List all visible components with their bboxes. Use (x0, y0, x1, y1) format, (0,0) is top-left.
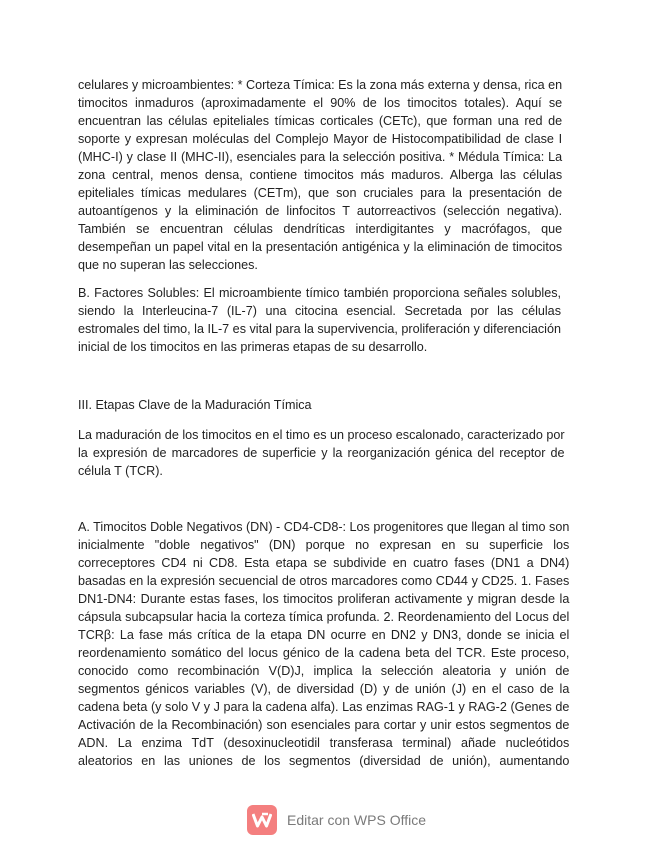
section-heading (78, 396, 312, 414)
text-line: siendo la Interleucina-7 (IL-7) una citocina esencial. Secretada por las células (78, 304, 561, 318)
text-line: timocitos inmaduros (aproximadamente el 90% de los timocitos totales). Aquí se (78, 96, 563, 110)
wps-edit-link[interactable] (247, 805, 426, 835)
text-line: cápsula subcapsular hacia la corteza tímica profunda. 2. Reordenamiento del Locus del (78, 610, 570, 624)
text-line: Activación de la Recombinación) son esenciales para cortar y unir estos segmentos de (78, 718, 570, 732)
text-line: ADN. La enzima TdT (desoxinucleotidil transferasa terminal) añade nucleótidos (78, 736, 570, 750)
text-line: conocido como recombinación V(D)J, implica la selección aleatoria y unión de (78, 664, 570, 678)
text-line: cadena beta (y solo V y J para la cadena alfa). Las enzimas RAG-1 y RAG-2 (Genes de (78, 700, 570, 714)
text-line: encuentran las células epiteliales tímicas corticales (CETc), que forman una red de (78, 114, 563, 128)
text-line: epiteliales tímicas medulares (CETm), que son cruciales para la presentación de (78, 186, 563, 200)
text-line: (MHC-I) y clase II (MHC-II), esenciales para la selección positiva. * Médula Tímica: La (78, 150, 563, 164)
text-line: III. Etapas Clave de la Maduración Tímica (78, 398, 312, 412)
text-line: aleatorios en las uniones de los segmentos (diversidad de unión), aumentando (78, 754, 570, 768)
text-line: B. Factores Solubles: El microambiente tímico también proporciona señales solubles, (78, 286, 561, 300)
paragraph-corteza-medula (78, 76, 562, 274)
text-line: que no superan las selecciones. (78, 258, 258, 272)
text-line: celulares y microambientes: * Corteza Tímica: Es la zona más externa y densa, rica en (78, 78, 563, 92)
paragraph-maduracion-intro (78, 426, 565, 480)
text-line: correceptores CD4 ni CD8. Esta etapa se subdivide en cuatro fases (DN1 a DN4) (78, 556, 570, 570)
text-line: basadas en la expresión secuencial de otros marcadores como CD44 y CD25. 1. Fases (78, 574, 570, 588)
text-line: inicial de los timocitos en las primeras etapas de su desarrollo. (78, 340, 428, 354)
paragraph-doble-negativos (78, 518, 569, 770)
text-line: También se encuentran células dendríticas interdigitantes y macrófagos, que (78, 222, 563, 236)
text-line: autoantígenos y la eliminación de linfocitos T autorreactivos (selección negativa). (78, 204, 563, 218)
text-line: A. Timocitos Doble Negativos (DN) - CD4-CD8-: Los progenitores que llegan al timo son (78, 520, 570, 534)
paragraph-factores-solubles (78, 284, 561, 356)
text-line: la expresión de marcadores de superficie y la reorganización génica del receptor de (78, 446, 565, 460)
text-line: desempeñan un papel vital en la presentación antigénica y la eliminación de timocitos (78, 240, 563, 254)
text-line: soporte y expresan moléculas del Complejo Mayor de Histocompatibilidad de clase I (78, 132, 563, 146)
text-line: segmentos génicos variables (V), de diversidad (D) y de unión (J) en el caso de la (78, 682, 570, 696)
text-line: reordenamiento somático del locus génico de la cadena beta del TCR. Este proceso, (78, 646, 570, 660)
text-line: inicialmente "doble negativos" (DN) porque no expresan en su superficie los (78, 538, 570, 552)
text-line: célula T (TCR). (78, 464, 163, 478)
text-line: zona central, menos densa, contiene timocitos más maduros. Alberga las células (78, 168, 563, 182)
wps-office-logo-icon (247, 805, 277, 835)
text-line: TCRβ: La fase más crítica de la etapa DN ocurre en DN2 y DN3, donde se inicia el (78, 628, 570, 642)
text-line: La maduración de los timocitos en el timo es un proceso escalonado, caracterizado por (78, 428, 565, 442)
wps-edit-label: Editar con WPS Office (287, 812, 427, 828)
text-line: DN1-DN4: Durante estas fases, los timocitos proliferan activamente y migran desde la (78, 592, 570, 606)
text-line: estromales del timo, la IL-7 es vital para la supervivencia, proliferación y diferenciación (78, 322, 561, 336)
